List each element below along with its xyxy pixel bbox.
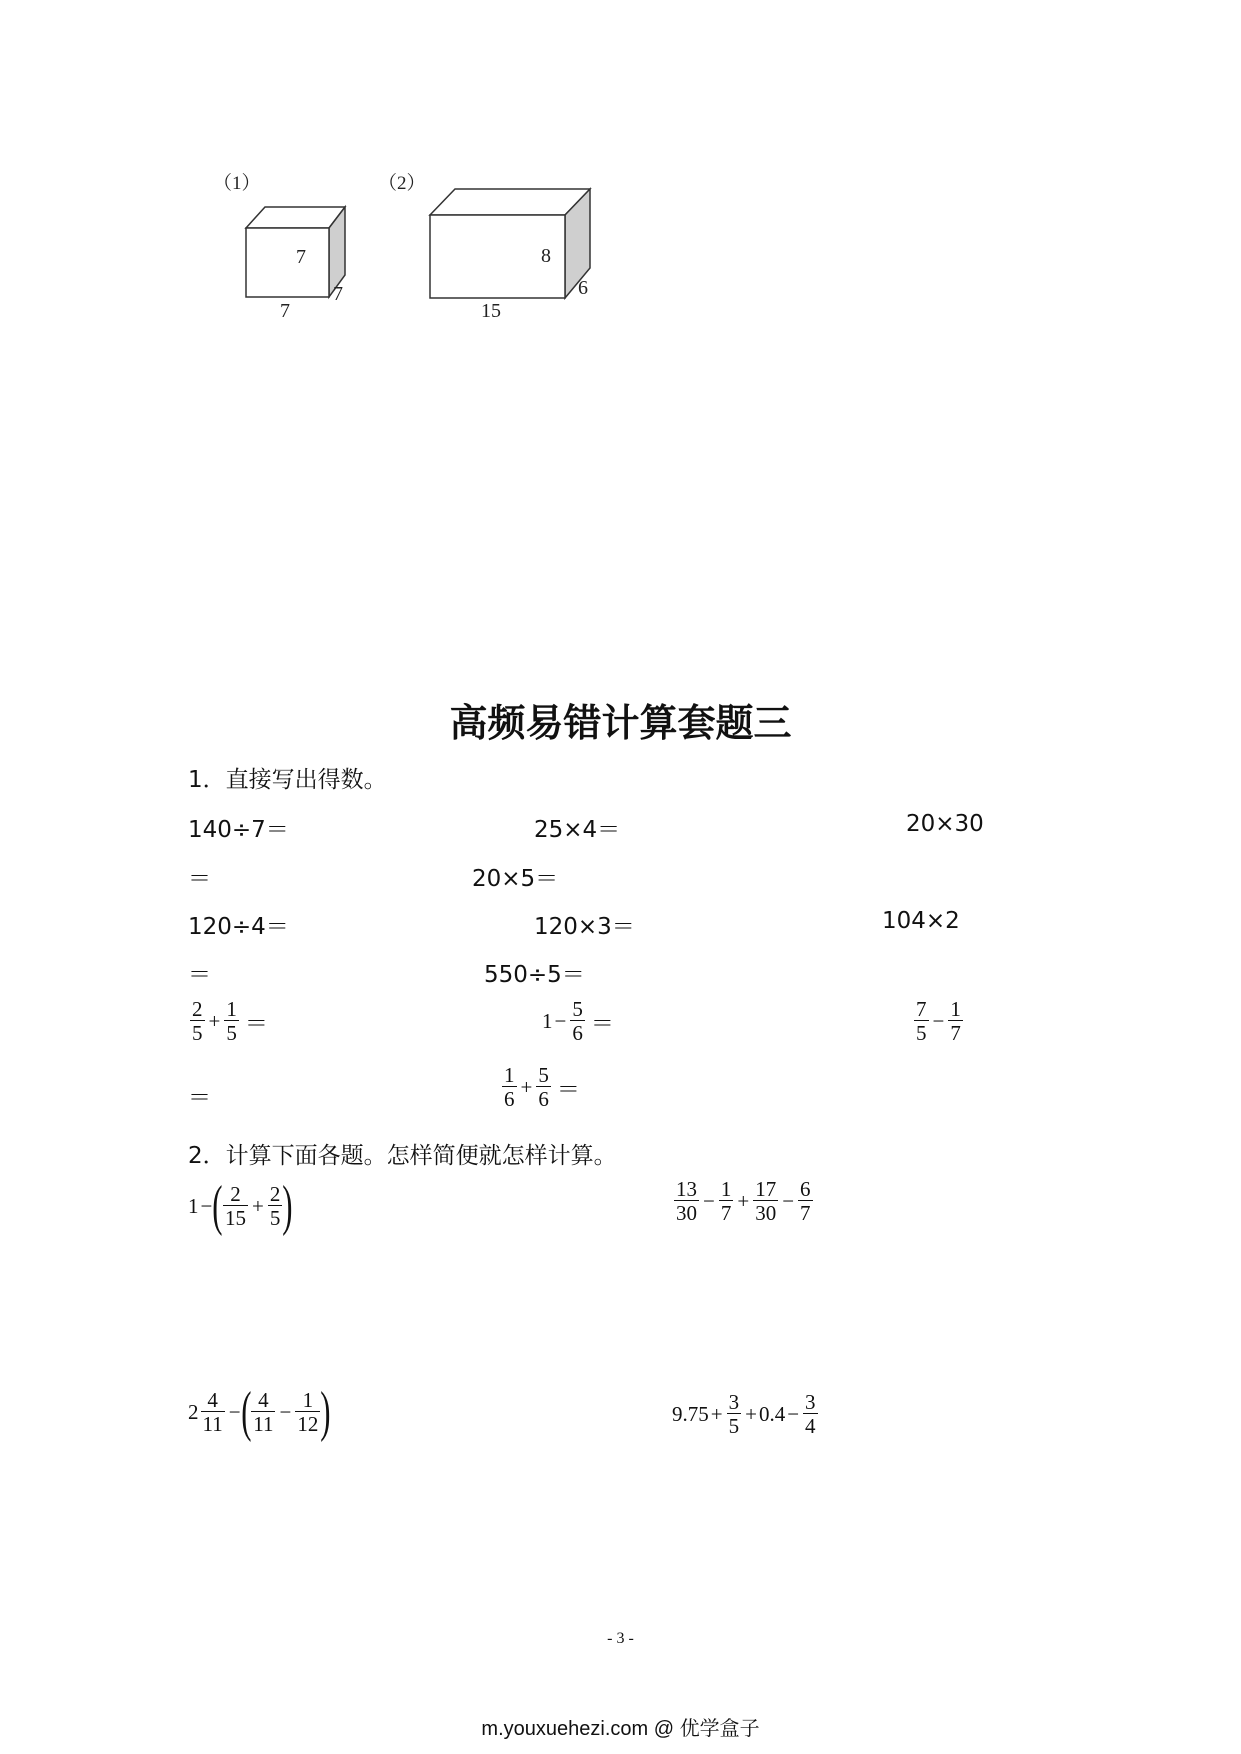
q1-item: 20×5＝ bbox=[472, 866, 559, 892]
fraction bbox=[201, 1389, 225, 1435]
denominator: 5 bbox=[916, 1021, 927, 1046]
denominator: 4 bbox=[805, 1414, 816, 1439]
numerator: 2 bbox=[269, 1181, 281, 1206]
right-parenthesis: ) bbox=[282, 1175, 293, 1237]
q1-item: ＝ bbox=[188, 1085, 211, 1111]
q1-fraction-item bbox=[500, 1064, 580, 1110]
denominator: 5 bbox=[269, 1206, 281, 1230]
footer-source: m.youxuehezi.com @ 优学盒子 bbox=[481, 1718, 760, 1740]
whole-number: 1 bbox=[188, 1193, 199, 1218]
left-parenthesis: ( bbox=[212, 1175, 223, 1237]
operator: − bbox=[279, 1399, 292, 1424]
numerator: 1 bbox=[302, 1387, 314, 1412]
equals-sign: ＝ bbox=[556, 1076, 580, 1103]
q1-item: 120×3＝ bbox=[534, 914, 635, 940]
fraction bbox=[719, 1178, 734, 1224]
numerator: 5 bbox=[572, 997, 583, 1021]
operator: + bbox=[252, 1193, 264, 1218]
numerator: 4 bbox=[258, 1387, 269, 1412]
numerator: 2 bbox=[230, 1181, 241, 1206]
equals-sign: ＝ bbox=[244, 1010, 268, 1037]
denominator: 6 bbox=[504, 1087, 515, 1112]
operator: − bbox=[932, 1008, 945, 1033]
denominator: 5 bbox=[226, 1021, 237, 1046]
denominator: 15 bbox=[225, 1206, 246, 1230]
fraction bbox=[224, 998, 239, 1044]
question-1-heading: 1．直接写出得数。 bbox=[188, 767, 387, 793]
q1-item: 140÷7＝ bbox=[188, 817, 289, 843]
decimal-number: 0.4 bbox=[758, 1401, 786, 1426]
q1-item: 120÷4＝ bbox=[188, 914, 289, 940]
figure-1-label: （1） bbox=[213, 173, 261, 194]
operator: + bbox=[745, 1401, 757, 1426]
denominator: 6 bbox=[572, 1021, 583, 1046]
figure-2-label: （2） bbox=[378, 173, 426, 194]
cube-height-label: 7 bbox=[296, 246, 306, 268]
denominator: 5 bbox=[728, 1414, 740, 1439]
page-number: - 3 - bbox=[607, 1630, 634, 1647]
denominator: 11 bbox=[253, 1412, 274, 1436]
whole-number: 2 bbox=[188, 1399, 199, 1424]
fraction bbox=[803, 1391, 818, 1437]
denominator: 30 bbox=[676, 1201, 697, 1226]
q2-problem-1 bbox=[188, 1175, 293, 1237]
fraction bbox=[190, 998, 205, 1044]
fraction bbox=[674, 1178, 699, 1224]
q1-item: 104×2 bbox=[882, 908, 960, 934]
q1-item: 25×4＝ bbox=[534, 817, 621, 843]
operator: − bbox=[228, 1399, 241, 1424]
operator: + bbox=[737, 1188, 750, 1213]
cube-figure bbox=[230, 195, 350, 325]
numerator: 4 bbox=[207, 1387, 218, 1412]
numerator: 3 bbox=[805, 1390, 816, 1414]
equals-sign: ＝ bbox=[590, 1010, 614, 1037]
q1-fraction-item bbox=[912, 998, 965, 1044]
q1-item: 20×30 bbox=[906, 811, 984, 837]
q1-item: 550÷5＝ bbox=[484, 962, 585, 988]
denominator: 12 bbox=[297, 1412, 319, 1436]
cuboid-width-label: 6 bbox=[578, 277, 588, 299]
numerator: 3 bbox=[728, 1390, 740, 1414]
cube-width-label: 7 bbox=[333, 283, 343, 305]
operator: + bbox=[520, 1074, 533, 1099]
q1-item: ＝ bbox=[188, 866, 211, 892]
fraction bbox=[295, 1389, 320, 1435]
denominator: 7 bbox=[800, 1201, 811, 1226]
left-parenthesis: ( bbox=[240, 1381, 252, 1443]
denominator: 7 bbox=[720, 1201, 732, 1226]
fraction bbox=[948, 998, 963, 1044]
operator: − bbox=[200, 1193, 213, 1218]
fraction bbox=[914, 998, 929, 1044]
denominator: 7 bbox=[950, 1021, 961, 1046]
denominator: 11 bbox=[202, 1412, 223, 1436]
q1-item: ＝ bbox=[188, 962, 211, 988]
decimal-number: 9.75 bbox=[672, 1401, 709, 1426]
denominator: 5 bbox=[192, 1021, 203, 1046]
page-title: 高频易错计算套题三 bbox=[449, 701, 792, 745]
q2-problem-4 bbox=[672, 1391, 820, 1437]
whole-number: 1 bbox=[542, 1008, 553, 1033]
fraction bbox=[536, 1064, 551, 1110]
fraction bbox=[570, 998, 585, 1044]
numerator: 1 bbox=[720, 1177, 732, 1201]
q1-fraction-item bbox=[188, 998, 268, 1044]
numerator: 1 bbox=[226, 997, 237, 1021]
q1-fraction-item bbox=[542, 998, 614, 1044]
fraction bbox=[268, 1183, 283, 1229]
numerator: 7 bbox=[916, 997, 927, 1021]
numerator: 1 bbox=[504, 1063, 515, 1087]
operator: − bbox=[782, 1188, 795, 1213]
operator: − bbox=[787, 1401, 800, 1426]
cube-length-label: 7 bbox=[280, 300, 290, 322]
fraction bbox=[727, 1391, 742, 1437]
denominator: 30 bbox=[755, 1201, 777, 1226]
numerator: 2 bbox=[192, 997, 203, 1021]
cuboid-height-label: 8 bbox=[541, 245, 551, 267]
q2-problem-3 bbox=[188, 1381, 331, 1443]
numerator: 13 bbox=[676, 1177, 697, 1201]
numerator: 1 bbox=[950, 997, 961, 1021]
operator: − bbox=[554, 1008, 567, 1033]
question-2-heading: 2．计算下面各题。怎样简便就怎样计算。 bbox=[188, 1143, 617, 1169]
fraction bbox=[753, 1178, 778, 1224]
numerator: 6 bbox=[800, 1177, 811, 1201]
numerator: 17 bbox=[755, 1177, 777, 1201]
operator: − bbox=[703, 1188, 715, 1213]
right-parenthesis: ) bbox=[320, 1381, 331, 1443]
fraction bbox=[223, 1183, 248, 1229]
cuboid-figure bbox=[420, 178, 620, 328]
operator: + bbox=[710, 1401, 723, 1426]
fraction bbox=[502, 1064, 517, 1110]
denominator: 6 bbox=[538, 1087, 549, 1112]
operator: + bbox=[208, 1008, 221, 1033]
fraction bbox=[798, 1178, 813, 1224]
fraction bbox=[251, 1389, 275, 1435]
cuboid-length-label: 15 bbox=[481, 300, 501, 322]
numerator: 5 bbox=[538, 1063, 549, 1087]
q2-problem-2 bbox=[672, 1178, 815, 1224]
